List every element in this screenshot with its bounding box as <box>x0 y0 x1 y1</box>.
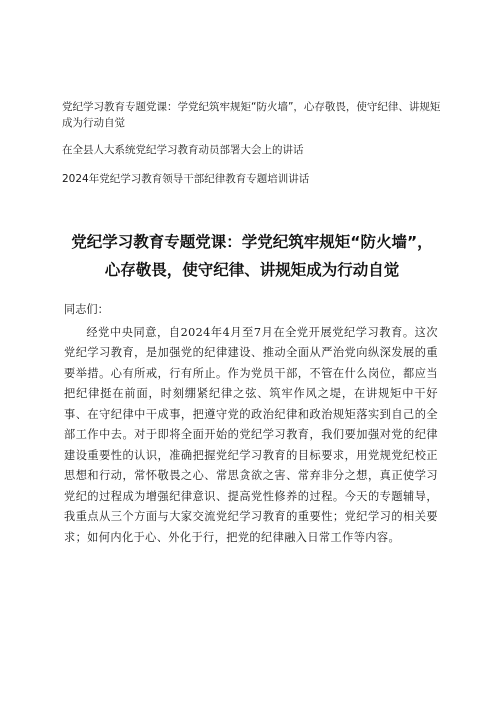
toc-item-3[interactable]: 2024年党纪学习教育领导干部纪律教育专题培训讲话 <box>62 173 310 185</box>
document-body <box>64 300 438 548</box>
document-title-line-1: 党纪学习教育专题党课：学党纪筑牢规矩“防火墙”， <box>71 233 433 251</box>
table-of-contents <box>62 99 442 187</box>
salutation: 同志们： <box>64 303 109 316</box>
toc-item-1[interactable]: 党纪学习教育专题党课：学党纪筑牢规矩“防火墙”，心存敬畏，使守纪律、讲规矩成为行动自觉 <box>62 101 441 129</box>
toc-item-2[interactable]: 在全县人大系统党纪学习教育动员部署大会上的讲话 <box>62 144 304 156</box>
body-paragraph: 经党中央同意，自2024年4月至7月在全党开展党纪学习教育。这次党纪学习教育，是加强党的纪律建设、推动全面从严治党向纵深发展的重要举措。心有所戒，行有所止。作为党员干部，不管在什么岗位，都应当把纪律挺在前面，时刻绷紧纪律之弦、筑牢作风之堤，在讲规矩中干好事、在守纪律中干成事，把遵守党的政治纪律和政治规矩落实到自己的全部工作中去。对于即将全面开始的党纪学习教育，我们要加强对党的纪律建设重要性的认识，准确把握党纪学习教育的目标要求，用党规党纪校正思想和行动，常怀敬畏之心、常思贪欲之害、常弃非分之想，真正使学习党纪的过程成为增强纪律意识、提高党性修养的过程。今天的专题辅导，我重点从三个方面与大家交流党纪学习教育的重要性；党纪学习的相关要求；如何内化于心、外化于行，把党的纪律融入日常工作等内容。 <box>64 325 438 544</box>
document-title-line-2: 心存敬畏，使守纪律、讲规矩成为行动自觉 <box>104 261 400 279</box>
document-title <box>60 228 444 284</box>
